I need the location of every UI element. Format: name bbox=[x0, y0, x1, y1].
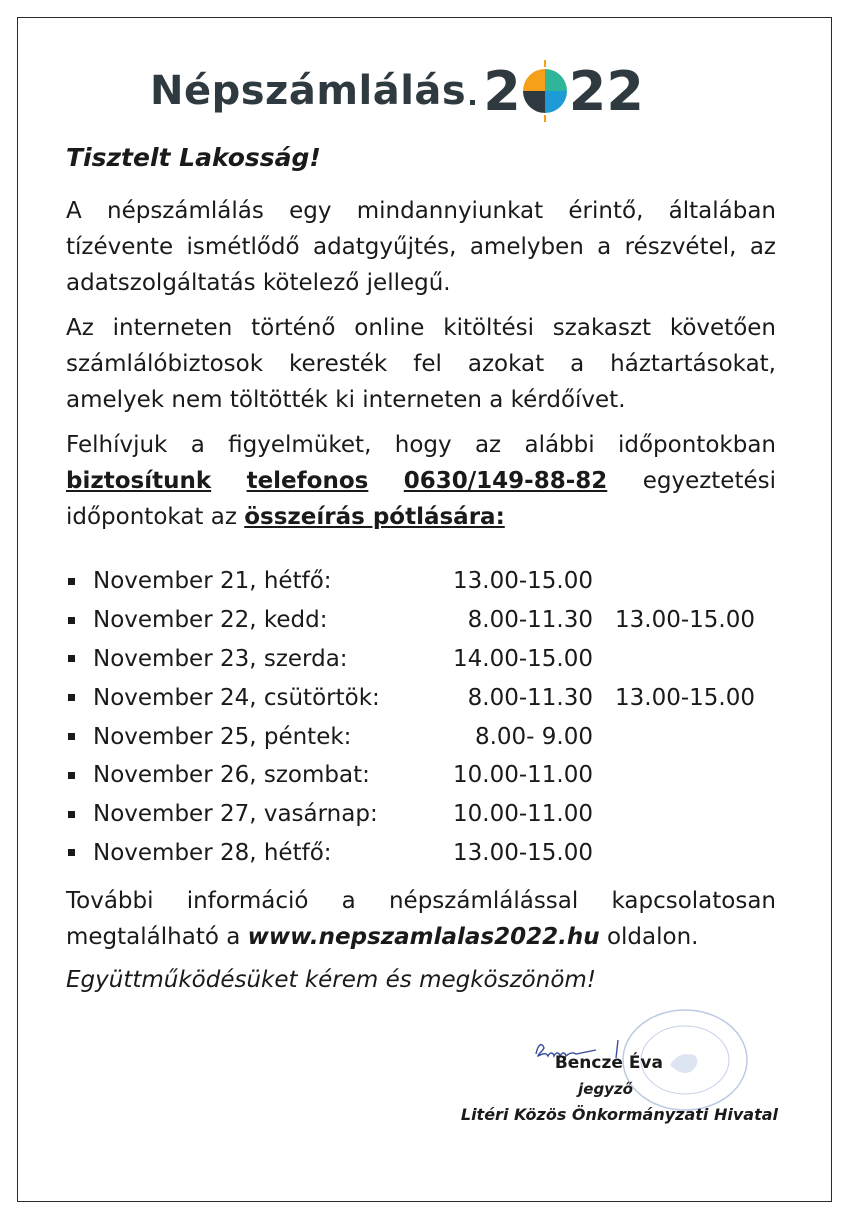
bullet-icon bbox=[68, 694, 75, 701]
schedule-row bbox=[66, 601, 755, 640]
bullet-icon bbox=[68, 655, 75, 662]
schedule-day: November 26, szombat: bbox=[93, 762, 370, 789]
schedule-day: November 28, hétfő: bbox=[93, 839, 332, 866]
schedule-time-1: 10.00-11.00 bbox=[453, 801, 593, 828]
bullet-icon bbox=[68, 733, 75, 740]
schedule-list bbox=[66, 562, 755, 872]
schedule-day: November 25, péntek: bbox=[93, 723, 352, 750]
bullet-icon bbox=[68, 772, 75, 779]
line3-bold: összeírás pótlására: bbox=[244, 504, 505, 530]
schedule-day: November 24, csütörtök: bbox=[93, 684, 380, 711]
schedule-time-2: 13.00-15.00 bbox=[615, 684, 755, 711]
schedule-day: November 23, szerda: bbox=[93, 645, 348, 672]
schedule-day: November 22, kedd: bbox=[93, 607, 328, 634]
bullet-icon bbox=[68, 849, 75, 856]
signer-role: jegyző bbox=[578, 1080, 633, 1098]
schedule-row bbox=[66, 717, 755, 756]
schedule-day: November 21, hétfő: bbox=[93, 568, 332, 595]
paragraph-3-line-3 bbox=[66, 499, 776, 535]
paragraph-2: Az interneten történő online kitöltési szakaszt követően számlálóbiztosok keresték fel azokat a háztartásokat, amelyek nem töltötték ki interneten a kérdőívet. bbox=[66, 315, 776, 413]
schedule-row bbox=[66, 640, 755, 679]
bullet-icon bbox=[68, 578, 75, 585]
logo-zero-icon bbox=[522, 60, 568, 122]
schedule-time-1: 8.00-11.30 bbox=[467, 684, 593, 711]
line3-start: időpontokat az bbox=[66, 504, 245, 530]
bold-word-1: biztosítunk bbox=[66, 468, 212, 494]
paragraph-3-line-2 bbox=[66, 463, 776, 499]
schedule-time-1: 13.00-15.00 bbox=[453, 568, 593, 595]
schedule-time-1: 13.00-15.00 bbox=[453, 839, 593, 866]
logo-year-left: 2 bbox=[483, 59, 521, 123]
paragraph-3-line-1: Felhívjuk a figyelmüket, hogy az alábbi időpontokban bbox=[66, 432, 776, 458]
schedule-time-1: 14.00-15.00 bbox=[453, 645, 593, 672]
paragraph-3 bbox=[66, 427, 776, 535]
signature-block bbox=[461, 1050, 778, 1128]
signer-name: Bencze Éva bbox=[554, 1053, 663, 1073]
schedule-row bbox=[66, 756, 755, 795]
info-line-1: További információ a népszámlálással kapcsolatosan bbox=[66, 888, 776, 914]
info-prefix: megtalálható a bbox=[66, 924, 248, 950]
logo-dot bbox=[470, 100, 475, 105]
schedule-row bbox=[66, 795, 755, 834]
logo-word: Népszámlálás bbox=[150, 68, 467, 114]
schedule-time-1: 10.00-11.00 bbox=[453, 762, 593, 789]
greeting: Tisztelt Lakosság! bbox=[66, 143, 321, 172]
schedule-time-1: 8.00- 9.00 bbox=[474, 723, 593, 750]
closing-line: Együttműködésüket kérem és megköszönöm! bbox=[66, 967, 597, 993]
schedule-row bbox=[66, 678, 755, 717]
bullet-icon bbox=[68, 811, 75, 818]
bold-word-2: telefonos bbox=[246, 468, 369, 494]
info-suffix: oldalon. bbox=[599, 924, 699, 950]
signer-office: Litéri Közös Önkormányzati Hivatal bbox=[460, 1105, 778, 1124]
logo-year bbox=[483, 60, 644, 123]
info-paragraph bbox=[66, 883, 776, 955]
schedule-row bbox=[66, 562, 755, 601]
info-line-2 bbox=[66, 919, 776, 955]
bullet-icon bbox=[68, 617, 75, 624]
schedule-time-2: 13.00-15.00 bbox=[615, 607, 755, 634]
schedule-day: November 27, vasárnap: bbox=[93, 801, 378, 828]
schedule-row bbox=[66, 834, 755, 873]
logo-year-right: 22 bbox=[568, 59, 644, 123]
website-link[interactable]: www.nepszamlalas2022.hu bbox=[247, 924, 600, 950]
after-bold: egyeztetési bbox=[642, 468, 776, 494]
schedule-time-1: 8.00-11.30 bbox=[467, 607, 593, 634]
paragraph-1: A népszámlálás egy mindannyiunkat érintő, általában tízévente ismétlődő adatgyűjtés, amelyben a részvétel, az adatszolgáltatás kötelező jellegű. bbox=[66, 198, 776, 296]
census-logo bbox=[150, 56, 644, 126]
phone-number: 0630/149-88-82 bbox=[403, 468, 608, 494]
